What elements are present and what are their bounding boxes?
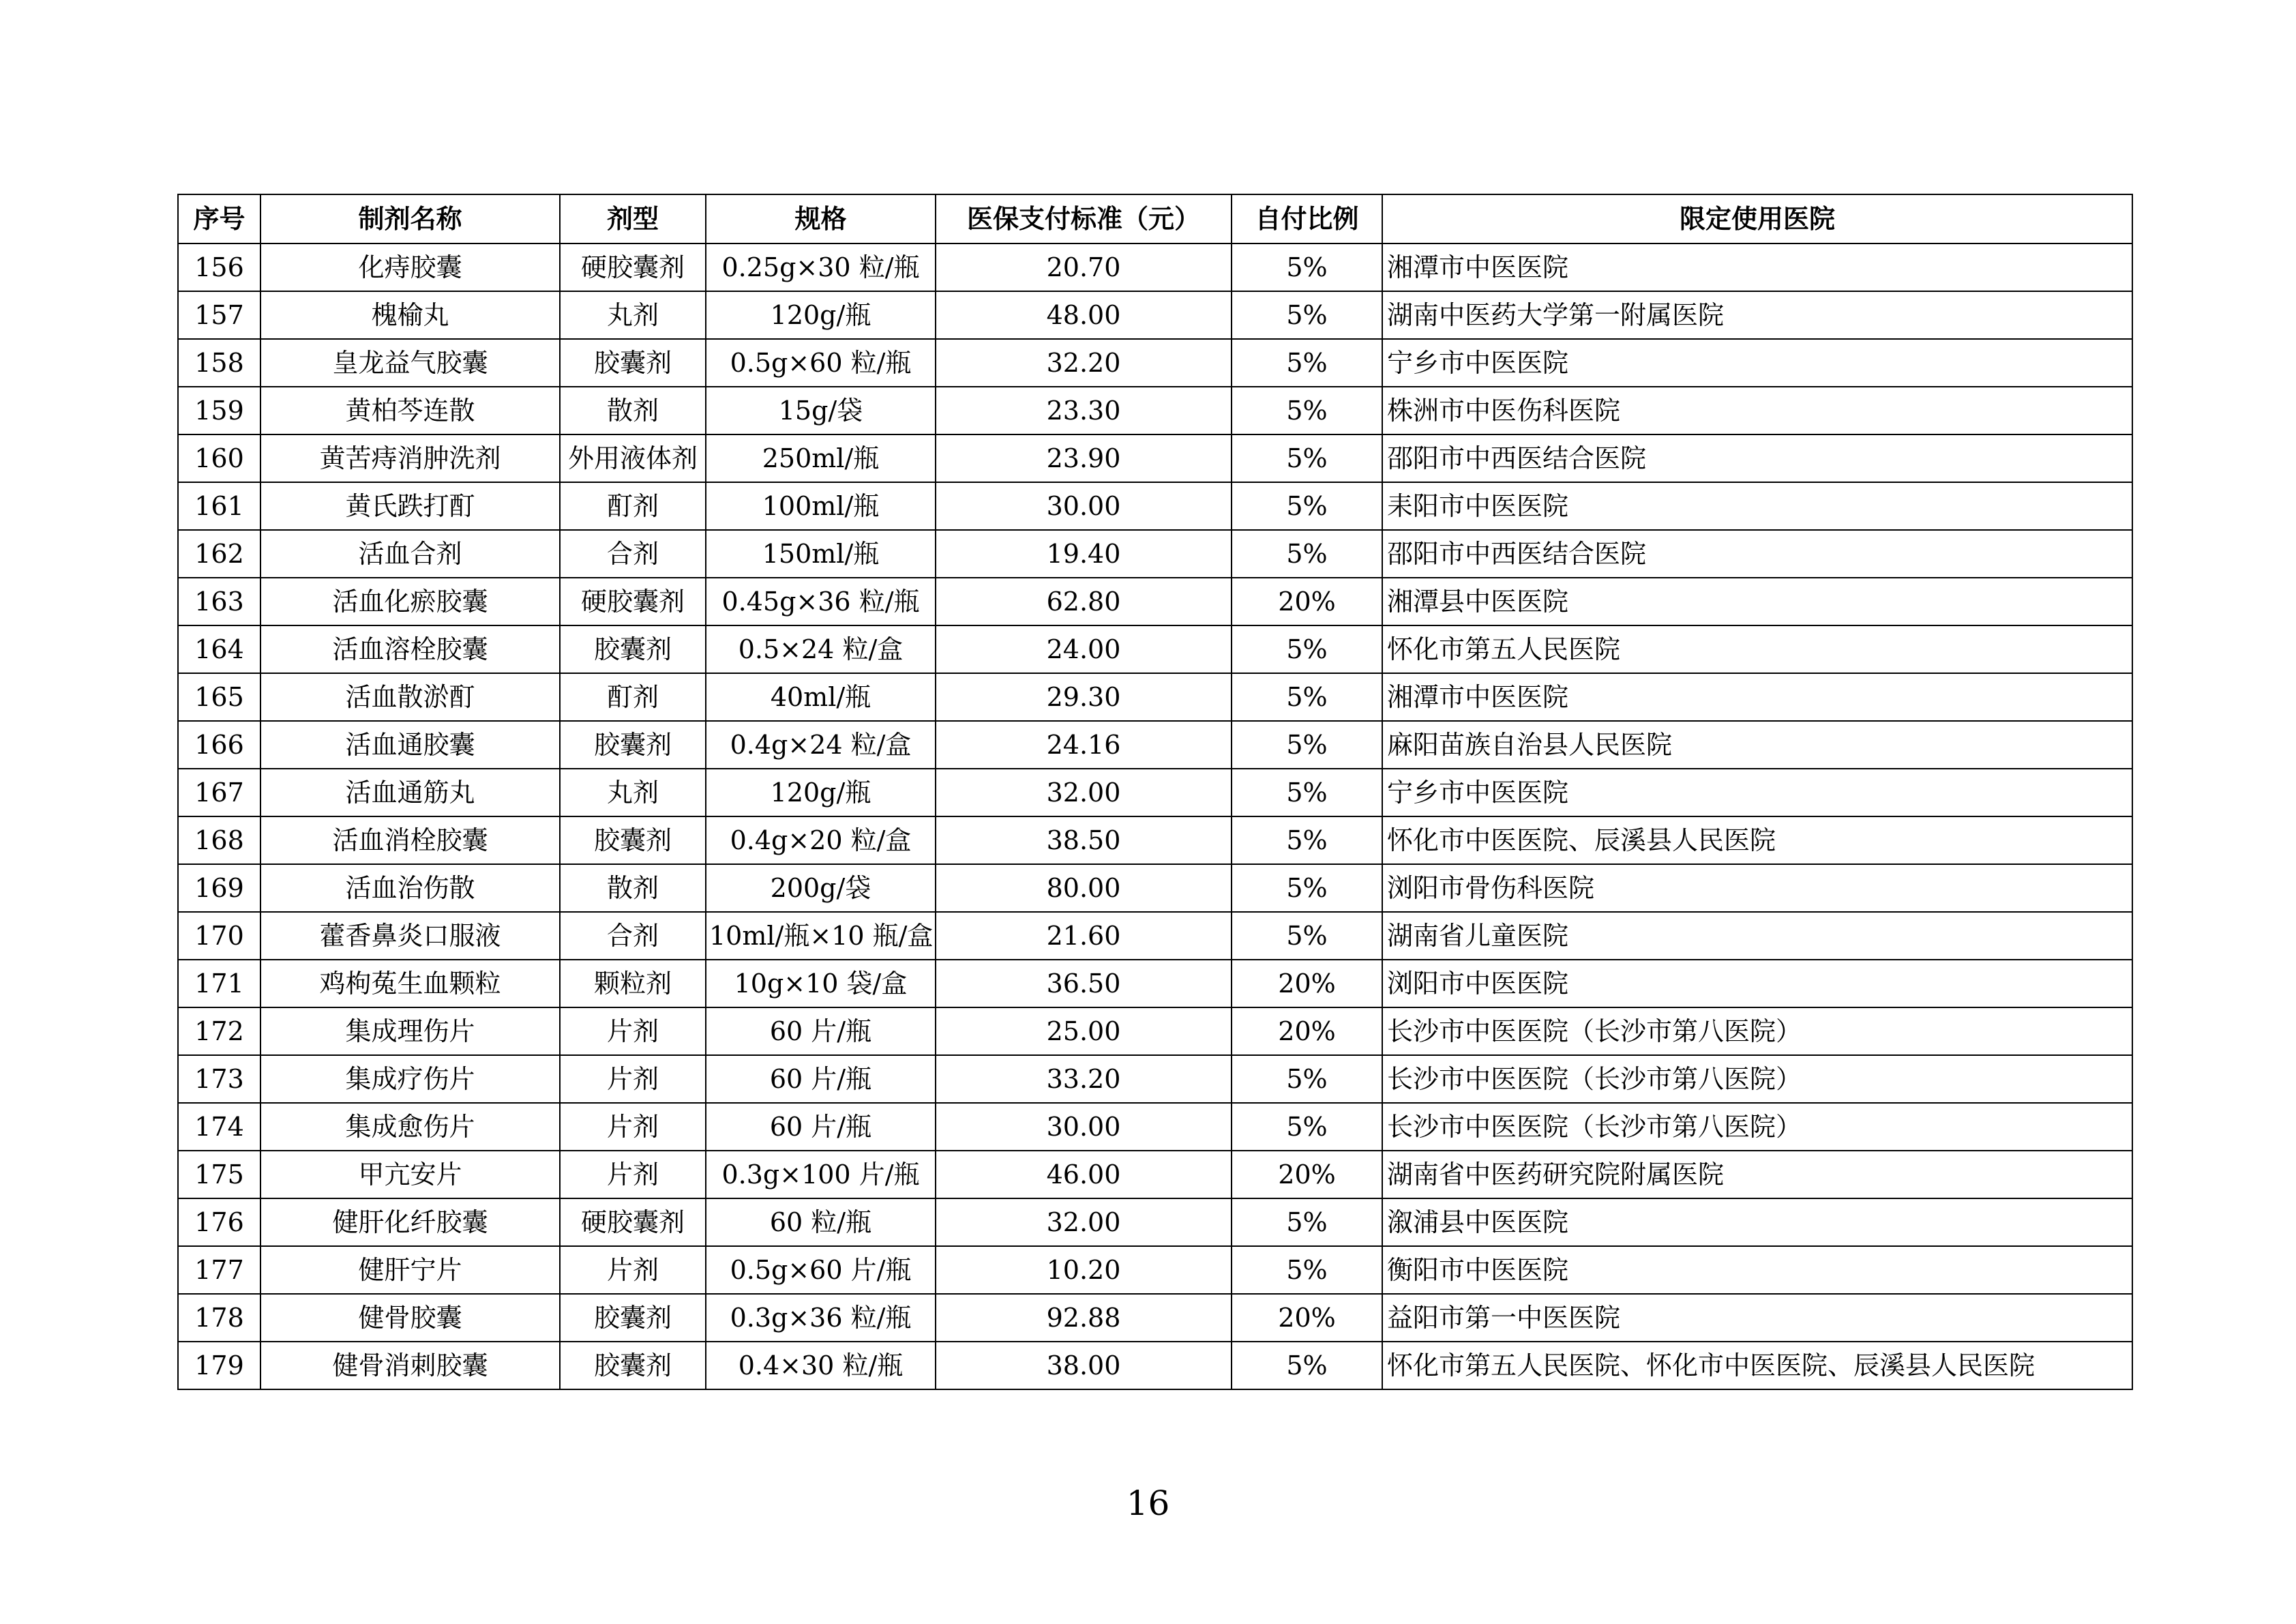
cell-self-pay-ratio: 20% xyxy=(1232,1007,1382,1055)
cell-self-pay-ratio: 5% xyxy=(1232,434,1382,482)
cell-self-pay-ratio: 20% xyxy=(1232,578,1382,625)
cell-restricted-hospital: 麻阳苗族自治县人民医院 xyxy=(1382,721,2132,769)
cell-serial-number: 165 xyxy=(178,673,260,721)
cell-preparation-name: 集成疗伤片 xyxy=(260,1055,560,1103)
cell-serial-number: 169 xyxy=(178,864,260,912)
table-row xyxy=(178,625,2132,673)
cell-self-pay-ratio: 5% xyxy=(1232,864,1382,912)
cell-serial-number: 177 xyxy=(178,1246,260,1294)
cell-preparation-name: 活血通胶囊 xyxy=(260,721,560,769)
cell-restricted-hospital: 溆浦县中医医院 xyxy=(1382,1198,2132,1246)
cell-self-pay-ratio: 5% xyxy=(1232,387,1382,434)
table-row xyxy=(178,721,2132,769)
cell-specification: 0.4g×20 粒/盒 xyxy=(706,816,936,864)
cell-serial-number: 173 xyxy=(178,1055,260,1103)
cell-specification: 250ml/瓶 xyxy=(706,434,936,482)
page-number: 16 xyxy=(1126,1483,1170,1523)
header-specification: 规格 xyxy=(706,194,936,243)
cell-restricted-hospital: 湘潭市中医医院 xyxy=(1382,243,2132,291)
cell-specification: 0.3g×100 片/瓶 xyxy=(706,1151,936,1198)
cell-restricted-hospital: 长沙市中医医院（长沙市第八医院） xyxy=(1382,1007,2132,1055)
cell-self-pay-ratio: 5% xyxy=(1232,482,1382,530)
cell-preparation-name: 活血消栓胶囊 xyxy=(260,816,560,864)
cell-dosage-form: 胶囊剂 xyxy=(560,816,706,864)
cell-preparation-name: 皇龙益气胶囊 xyxy=(260,339,560,387)
cell-specification: 0.5g×60 片/瓶 xyxy=(706,1246,936,1294)
cell-preparation-name: 集成愈伤片 xyxy=(260,1103,560,1151)
table-row xyxy=(178,1151,2132,1198)
cell-specification: 10ml/瓶×10 瓶/盒 xyxy=(706,912,936,960)
cell-dosage-form: 颗粒剂 xyxy=(560,960,706,1007)
cell-specification: 0.5×24 粒/盒 xyxy=(706,625,936,673)
table-row xyxy=(178,960,2132,1007)
cell-payment-standard: 21.60 xyxy=(936,912,1232,960)
cell-serial-number: 158 xyxy=(178,339,260,387)
cell-restricted-hospital: 株洲市中医伤科医院 xyxy=(1382,387,2132,434)
cell-payment-standard: 25.00 xyxy=(936,1007,1232,1055)
table-row xyxy=(178,291,2132,339)
cell-self-pay-ratio: 5% xyxy=(1232,243,1382,291)
cell-self-pay-ratio: 5% xyxy=(1232,1342,1382,1389)
table-row xyxy=(178,578,2132,625)
cell-self-pay-ratio: 5% xyxy=(1232,912,1382,960)
cell-restricted-hospital: 长沙市中医医院（长沙市第八医院） xyxy=(1382,1055,2132,1103)
header-payment-standard: 医保支付标准（元） xyxy=(936,194,1232,243)
cell-serial-number: 166 xyxy=(178,721,260,769)
table-row xyxy=(178,1294,2132,1342)
cell-dosage-form: 硬胶囊剂 xyxy=(560,243,706,291)
cell-dosage-form: 胶囊剂 xyxy=(560,625,706,673)
cell-payment-standard: 38.00 xyxy=(936,1342,1232,1389)
cell-specification: 100ml/瓶 xyxy=(706,482,936,530)
table-row xyxy=(178,1103,2132,1151)
cell-self-pay-ratio: 20% xyxy=(1232,960,1382,1007)
cell-dosage-form: 片剂 xyxy=(560,1103,706,1151)
cell-preparation-name: 鸡枸菟生血颗粒 xyxy=(260,960,560,1007)
cell-restricted-hospital: 湘潭县中医医院 xyxy=(1382,578,2132,625)
table-row xyxy=(178,1198,2132,1246)
cell-preparation-name: 化痔胶囊 xyxy=(260,243,560,291)
table-row xyxy=(178,1246,2132,1294)
cell-preparation-name: 活血合剂 xyxy=(260,530,560,578)
cell-self-pay-ratio: 5% xyxy=(1232,1198,1382,1246)
cell-restricted-hospital: 长沙市中医医院（长沙市第八医院） xyxy=(1382,1103,2132,1151)
cell-specification: 15g/袋 xyxy=(706,387,936,434)
cell-self-pay-ratio: 5% xyxy=(1232,769,1382,816)
cell-serial-number: 162 xyxy=(178,530,260,578)
header-serial-number: 序号 xyxy=(178,194,260,243)
cell-dosage-form: 散剂 xyxy=(560,387,706,434)
cell-serial-number: 159 xyxy=(178,387,260,434)
cell-payment-standard: 20.70 xyxy=(936,243,1232,291)
cell-dosage-form: 酊剂 xyxy=(560,482,706,530)
cell-specification: 60 片/瓶 xyxy=(706,1055,936,1103)
table-row xyxy=(178,339,2132,387)
cell-self-pay-ratio: 20% xyxy=(1232,1151,1382,1198)
table-row xyxy=(178,387,2132,434)
table-body xyxy=(178,243,2132,1389)
cell-specification: 10g×10 袋/盒 xyxy=(706,960,936,1007)
cell-payment-standard: 92.88 xyxy=(936,1294,1232,1342)
cell-serial-number: 170 xyxy=(178,912,260,960)
table-row xyxy=(178,1007,2132,1055)
cell-payment-standard: 32.20 xyxy=(936,339,1232,387)
cell-dosage-form: 片剂 xyxy=(560,1151,706,1198)
cell-specification: 0.4g×24 粒/盒 xyxy=(706,721,936,769)
cell-restricted-hospital: 怀化市第五人民医院 xyxy=(1382,625,2132,673)
cell-serial-number: 172 xyxy=(178,1007,260,1055)
cell-dosage-form: 片剂 xyxy=(560,1246,706,1294)
cell-restricted-hospital: 湖南省儿童医院 xyxy=(1382,912,2132,960)
cell-payment-standard: 30.00 xyxy=(936,1103,1232,1151)
cell-dosage-form: 胶囊剂 xyxy=(560,721,706,769)
cell-preparation-name: 集成理伤片 xyxy=(260,1007,560,1055)
cell-preparation-name: 健肝化纤胶囊 xyxy=(260,1198,560,1246)
cell-dosage-form: 散剂 xyxy=(560,864,706,912)
cell-self-pay-ratio: 20% xyxy=(1232,1294,1382,1342)
cell-payment-standard: 38.50 xyxy=(936,816,1232,864)
cell-self-pay-ratio: 5% xyxy=(1232,530,1382,578)
cell-restricted-hospital: 衡阳市中医医院 xyxy=(1382,1246,2132,1294)
cell-specification: 120g/瓶 xyxy=(706,769,936,816)
cell-preparation-name: 黄苦痔消肿洗剂 xyxy=(260,434,560,482)
cell-dosage-form: 胶囊剂 xyxy=(560,1342,706,1389)
cell-self-pay-ratio: 5% xyxy=(1232,721,1382,769)
cell-serial-number: 163 xyxy=(178,578,260,625)
cell-serial-number: 164 xyxy=(178,625,260,673)
table-row xyxy=(178,816,2132,864)
cell-serial-number: 175 xyxy=(178,1151,260,1198)
cell-restricted-hospital: 怀化市第五人民医院、怀化市中医医院、辰溪县人民医院 xyxy=(1382,1342,2132,1389)
table-row xyxy=(178,530,2132,578)
cell-restricted-hospital: 湖南中医药大学第一附属医院 xyxy=(1382,291,2132,339)
table-row xyxy=(178,673,2132,721)
cell-self-pay-ratio: 5% xyxy=(1232,1103,1382,1151)
cell-dosage-form: 丸剂 xyxy=(560,769,706,816)
table-row xyxy=(178,482,2132,530)
cell-specification: 150ml/瓶 xyxy=(706,530,936,578)
cell-dosage-form: 片剂 xyxy=(560,1055,706,1103)
cell-restricted-hospital: 浏阳市骨伤科医院 xyxy=(1382,864,2132,912)
cell-payment-standard: 62.80 xyxy=(936,578,1232,625)
cell-self-pay-ratio: 5% xyxy=(1232,816,1382,864)
table-header-row xyxy=(178,194,2132,243)
cell-serial-number: 179 xyxy=(178,1342,260,1389)
cell-dosage-form: 合剂 xyxy=(560,912,706,960)
cell-serial-number: 178 xyxy=(178,1294,260,1342)
cell-restricted-hospital: 湖南省中医药研究院附属医院 xyxy=(1382,1151,2132,1198)
cell-preparation-name: 活血化瘀胶囊 xyxy=(260,578,560,625)
cell-self-pay-ratio: 5% xyxy=(1232,625,1382,673)
cell-dosage-form: 胶囊剂 xyxy=(560,1294,706,1342)
cell-restricted-hospital: 邵阳市中西医结合医院 xyxy=(1382,530,2132,578)
cell-restricted-hospital: 益阳市第一中医医院 xyxy=(1382,1294,2132,1342)
cell-payment-standard: 29.30 xyxy=(936,673,1232,721)
cell-payment-standard: 10.20 xyxy=(936,1246,1232,1294)
cell-specification: 200g/袋 xyxy=(706,864,936,912)
cell-preparation-name: 健肝宁片 xyxy=(260,1246,560,1294)
cell-preparation-name: 槐榆丸 xyxy=(260,291,560,339)
header-restricted-hospital: 限定使用医院 xyxy=(1382,194,2132,243)
table-row xyxy=(178,1055,2132,1103)
table-row xyxy=(178,243,2132,291)
cell-self-pay-ratio: 5% xyxy=(1232,291,1382,339)
cell-payment-standard: 24.16 xyxy=(936,721,1232,769)
cell-dosage-form: 外用液体剂 xyxy=(560,434,706,482)
cell-serial-number: 168 xyxy=(178,816,260,864)
cell-self-pay-ratio: 5% xyxy=(1232,1055,1382,1103)
cell-specification: 0.45g×36 粒/瓶 xyxy=(706,578,936,625)
cell-serial-number: 156 xyxy=(178,243,260,291)
cell-dosage-form: 片剂 xyxy=(560,1007,706,1055)
table-row xyxy=(178,769,2132,816)
cell-payment-standard: 33.20 xyxy=(936,1055,1232,1103)
cell-specification: 0.25g×30 粒/瓶 xyxy=(706,243,936,291)
cell-serial-number: 174 xyxy=(178,1103,260,1151)
cell-restricted-hospital: 湘潭市中医医院 xyxy=(1382,673,2132,721)
cell-dosage-form: 酊剂 xyxy=(560,673,706,721)
header-self-pay-ratio: 自付比例 xyxy=(1232,194,1382,243)
table-row xyxy=(178,864,2132,912)
cell-specification: 40ml/瓶 xyxy=(706,673,936,721)
header-preparation-name: 制剂名称 xyxy=(260,194,560,243)
cell-specification: 60 粒/瓶 xyxy=(706,1198,936,1246)
cell-preparation-name: 活血治伤散 xyxy=(260,864,560,912)
cell-preparation-name: 甲亢安片 xyxy=(260,1151,560,1198)
cell-specification: 60 片/瓶 xyxy=(706,1007,936,1055)
cell-self-pay-ratio: 5% xyxy=(1232,673,1382,721)
table-row xyxy=(178,912,2132,960)
cell-preparation-name: 健骨消刺胶囊 xyxy=(260,1342,560,1389)
cell-specification: 60 片/瓶 xyxy=(706,1103,936,1151)
cell-preparation-name: 黄柏芩连散 xyxy=(260,387,560,434)
cell-restricted-hospital: 邵阳市中西医结合医院 xyxy=(1382,434,2132,482)
cell-payment-standard: 30.00 xyxy=(936,482,1232,530)
cell-serial-number: 161 xyxy=(178,482,260,530)
cell-serial-number: 167 xyxy=(178,769,260,816)
cell-preparation-name: 黄氏跌打酊 xyxy=(260,482,560,530)
cell-serial-number: 157 xyxy=(178,291,260,339)
cell-dosage-form: 合剂 xyxy=(560,530,706,578)
cell-dosage-form: 硬胶囊剂 xyxy=(560,1198,706,1246)
cell-restricted-hospital: 浏阳市中医医院 xyxy=(1382,960,2132,1007)
cell-serial-number: 160 xyxy=(178,434,260,482)
cell-self-pay-ratio: 5% xyxy=(1232,1246,1382,1294)
cell-specification: 0.3g×36 粒/瓶 xyxy=(706,1294,936,1342)
cell-dosage-form: 胶囊剂 xyxy=(560,339,706,387)
cell-preparation-name: 藿香鼻炎口服液 xyxy=(260,912,560,960)
cell-serial-number: 171 xyxy=(178,960,260,1007)
cell-restricted-hospital: 宁乡市中医医院 xyxy=(1382,769,2132,816)
cell-restricted-hospital: 宁乡市中医医院 xyxy=(1382,339,2132,387)
cell-payment-standard: 36.50 xyxy=(936,960,1232,1007)
cell-payment-standard: 80.00 xyxy=(936,864,1232,912)
cell-preparation-name: 活血散淤酊 xyxy=(260,673,560,721)
cell-payment-standard: 32.00 xyxy=(936,769,1232,816)
cell-payment-standard: 48.00 xyxy=(936,291,1232,339)
drug-price-table xyxy=(177,194,2133,1390)
cell-payment-standard: 19.40 xyxy=(936,530,1232,578)
cell-payment-standard: 23.30 xyxy=(936,387,1232,434)
cell-specification: 120g/瓶 xyxy=(706,291,936,339)
cell-preparation-name: 活血通筋丸 xyxy=(260,769,560,816)
cell-preparation-name: 健骨胶囊 xyxy=(260,1294,560,1342)
cell-preparation-name: 活血溶栓胶囊 xyxy=(260,625,560,673)
cell-specification: 0.5g×60 粒/瓶 xyxy=(706,339,936,387)
cell-payment-standard: 24.00 xyxy=(936,625,1232,673)
cell-payment-standard: 32.00 xyxy=(936,1198,1232,1246)
table-row xyxy=(178,434,2132,482)
header-dosage-form: 剂型 xyxy=(560,194,706,243)
cell-dosage-form: 丸剂 xyxy=(560,291,706,339)
cell-self-pay-ratio: 5% xyxy=(1232,339,1382,387)
cell-dosage-form: 硬胶囊剂 xyxy=(560,578,706,625)
cell-payment-standard: 46.00 xyxy=(936,1151,1232,1198)
cell-specification: 0.4×30 粒/瓶 xyxy=(706,1342,936,1389)
cell-restricted-hospital: 耒阳市中医医院 xyxy=(1382,482,2132,530)
cell-serial-number: 176 xyxy=(178,1198,260,1246)
table-row xyxy=(178,1342,2132,1389)
cell-restricted-hospital: 怀化市中医医院、辰溪县人民医院 xyxy=(1382,816,2132,864)
cell-payment-standard: 23.90 xyxy=(936,434,1232,482)
